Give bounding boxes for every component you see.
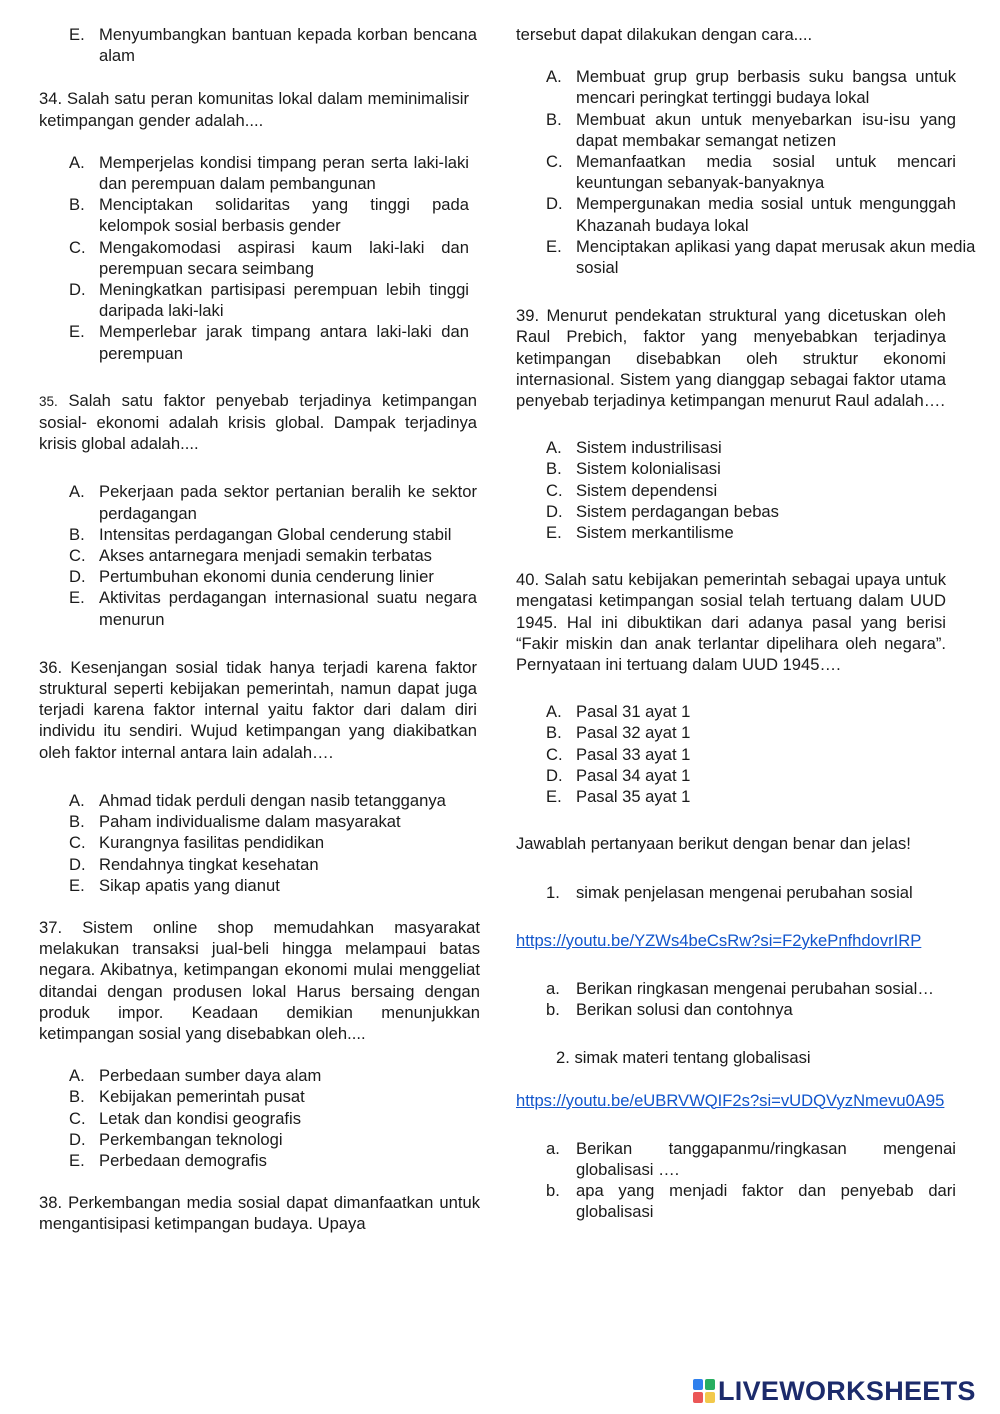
- q37-option-list: [39, 1065, 477, 1171]
- q40-text: 40. Salah satu kebijakan pemerintah sebagai upaya untuk mengatasi ketimpangan sosial telah tertuang dalam UUD 1945. Hal ini dibuktikan dari adanya pasal yang berisi “Fakir miskin dan anak terlantar dipelihara oleh negara”. Pernyataan ini tertuang dalam UUD 1945….: [516, 570, 946, 675]
- q38-option-list: [516, 66, 976, 278]
- q40-option-e: E. Pasal 35 ayat 1: [546, 787, 691, 807]
- q38-text: 38. Perkembangan media sosial dapat dimanfaatkan untuk mengantisipasi ketimpangan budaya. Upaya: [39, 1193, 480, 1234]
- logo-mark-tile: [693, 1379, 703, 1390]
- essay-2-sub-b: b. apa yang menjadi faktor dan penyebab dari globalisasi: [546, 1181, 956, 1222]
- liveworksheets-logo: [693, 1376, 976, 1406]
- q40-option-b: B. Pasal 32 ayat 1: [546, 723, 691, 743]
- q35-option-d: D. Pertumbuhan ekonomi dunia cenderung linier: [69, 567, 434, 587]
- logo-mark-tile: [693, 1392, 703, 1403]
- essay-instruction: Jawablah pertanyaan berikut dengan benar dan jelas!: [516, 834, 911, 854]
- q39-option-d: D. Sistem perdagangan bebas: [546, 501, 779, 521]
- q39-option-a: A. Sistem industrilisasi: [546, 438, 722, 458]
- q38-continuation: tersebut dapat dilakukan dengan cara....: [516, 25, 813, 44]
- q37-option-c: C. Letak dan kondisi geografis: [69, 1108, 302, 1128]
- q33-option-e: E. Menyumbangkan bantuan kepada korban bencana alam: [69, 25, 477, 66]
- q36-option-c: C. Kurangnya fasilitas pendidikan: [69, 833, 325, 853]
- q37-option-a: A. Perbedaan sumber daya alam: [69, 1066, 322, 1086]
- q36-option-e: E. Sikap apatis yang dianut: [69, 875, 280, 895]
- q38-option-a: A. Membuat grup grup berbasis suku bangsa untuk mencari peringkat tertinggi budaya lokal: [546, 67, 956, 108]
- q34-option-d: D. Meningkatkan partisipasi perempuan lebih tinggi daripada laki-laki: [69, 280, 469, 321]
- essay-2-video-link[interactable]: https://youtu.be/eUBRVWQIF2s?si=vUDQVyzNmevu0A95: [516, 1090, 945, 1110]
- q36-option-d: D. Rendahnya tingkat kesehatan: [69, 854, 319, 874]
- q38-option-e: E. Menciptakan aplikasi yang dapat merusak akun media sosial: [546, 236, 976, 278]
- left-column: [39, 0, 480, 1235]
- liveworksheets-mark-icon: [693, 1379, 715, 1403]
- q33-option-list: [39, 24, 477, 66]
- essay-1-prompt: 1. simak penjelasan mengenai perubahan sosial: [546, 882, 913, 902]
- liveworksheets-wordmark: LIVEWORKSHEETS: [718, 1375, 976, 1406]
- essay-2-sub-list: [516, 1138, 956, 1223]
- q35-option-b: B. Intensitas perdagangan Global cenderung stabil: [69, 524, 452, 544]
- q39-option-c: C. Sistem dependensi: [546, 480, 718, 500]
- q34-option-b: B. Menciptakan solidaritas yang tinggi pada kelompok sosial berbasis gender: [69, 195, 469, 236]
- q39-option-list: [516, 437, 956, 543]
- q34-option-list: [39, 152, 469, 364]
- essay-2-prompt: 2. simak materi tentang globalisasi: [556, 1048, 811, 1068]
- q40-option-c: C. Pasal 33 ayat 1: [546, 744, 691, 764]
- essay-2-sub-a: a. Berikan tanggapanmu/ringkasan mengenai globalisasi ….: [546, 1138, 956, 1179]
- q36-option-b: B. Paham individualisme dalam masyarakat: [69, 812, 401, 832]
- essay-1-sub-b: b. Berikan solusi dan contohnya: [546, 1000, 793, 1020]
- q37-option-d: D. Perkembangan teknologi: [69, 1129, 283, 1149]
- right-column: [516, 0, 976, 1223]
- q39-option-b: B. Sistem kolonialisasi: [546, 459, 721, 479]
- logo-mark-tile: [705, 1392, 715, 1403]
- q35-option-c: C. Akses antarnegara menjadi semakin terbatas: [69, 546, 432, 566]
- q40-option-d: D. Pasal 34 ayat 1: [546, 765, 691, 785]
- q40-option-list: [516, 701, 956, 807]
- q34-text: 34. Salah satu peran komunitas lokal dalam meminimalisir ketimpangan gender adalah....: [39, 89, 469, 130]
- q40-option-a: A. Pasal 31 ayat 1: [546, 702, 691, 722]
- q36-option-list: [39, 790, 477, 896]
- essay-1-sub-list: [516, 978, 956, 1020]
- q36-option-a: A. Ahmad tidak perduli dengan nasib tetangganya: [69, 790, 446, 810]
- logo-mark-tile: [705, 1379, 715, 1390]
- q34-option-a: A. Memperjelas kondisi timpang peran serta laki-laki dan perempuan dalam pembangunan: [69, 152, 469, 194]
- q38-option-b: B. Membuat akun untuk menyebarkan isu-isu yang dapat membakar semangat netizen: [546, 109, 956, 150]
- q37-option-b: B. Kebijakan pemerintah pusat: [69, 1087, 305, 1107]
- essay-1-sub-a: a. Berikan ringkasan mengenai perubahan sosial…: [546, 978, 934, 998]
- q35-text: 35. Salah satu faktor penyebab terjadinya ketimpangan sosial- ekonomi adalah krisis global. Dampak terjadinya krisis global adalah....: [39, 390, 477, 454]
- q38-option-c: C. Memanfaatkan media sosial untuk mencari keuntungan sebanyak-banyaknya: [546, 152, 956, 193]
- q38-option-d: D. Mempergunakan media sosial untuk mengunggah Khazanah budaya lokal: [546, 194, 956, 235]
- q37-option-e: E. Perbedaan demografis: [69, 1150, 267, 1170]
- q34-option-c: C. Mengakomodasi aspirasi kaum laki-laki dan perempuan secara seimbang: [69, 237, 469, 278]
- q39-text: 39. Menurut pendekatan struktural yang dicetuskan oleh Raul Prebich, faktor yang menyebabkan terjadinya ketimpangan disebabkan oleh struktur ekonomi internasional. Sistem yang dianggap sebagai faktor utama penyebab terjadinya ketimpangan menurut Raul adalah….: [516, 306, 946, 411]
- q36-text: 36. Kesenjangan sosial tidak hanya terjadi karena faktor struktural seperti kebijakan pemerintah, namun dapat juga terjadi karena faktor internal yaitu faktor dari dalam diri individu itu sendiri. Wujud ketimpangan yang diakibatkan oleh faktor internal antara lain adalah….: [39, 657, 477, 762]
- q39-option-e: E. Sistem merkantilisme: [546, 523, 734, 543]
- essay-1-video-link[interactable]: https://youtu.be/YZWs4beCsRw?si=F2ykePnfhdovrIRP: [516, 930, 922, 950]
- q34-option-e: E. Memperlebar jarak timpang antara laki-laki dan perempuan: [69, 322, 469, 363]
- q37-text: 37. Sistem online shop memudahkan masyarakat melakukan transaksi jual-beli hingga melampaui batas negara. Akibatnya, ketimpangan ekonomi mulai menggeliat ditandai dengan produsen lokal Harus bersaing dengan produk impor. Keadaan demikian menunjukkan ketimpangan sosial yang disebabkan oleh....: [39, 917, 480, 1043]
- q35-option-e: E. Aktivitas perdagangan internasional suatu negara menurun: [69, 588, 477, 629]
- q35-option-a: A. Pekerjaan pada sektor pertanian beralih ke sektor perdagangan: [69, 482, 477, 523]
- q35-option-list: [39, 481, 477, 629]
